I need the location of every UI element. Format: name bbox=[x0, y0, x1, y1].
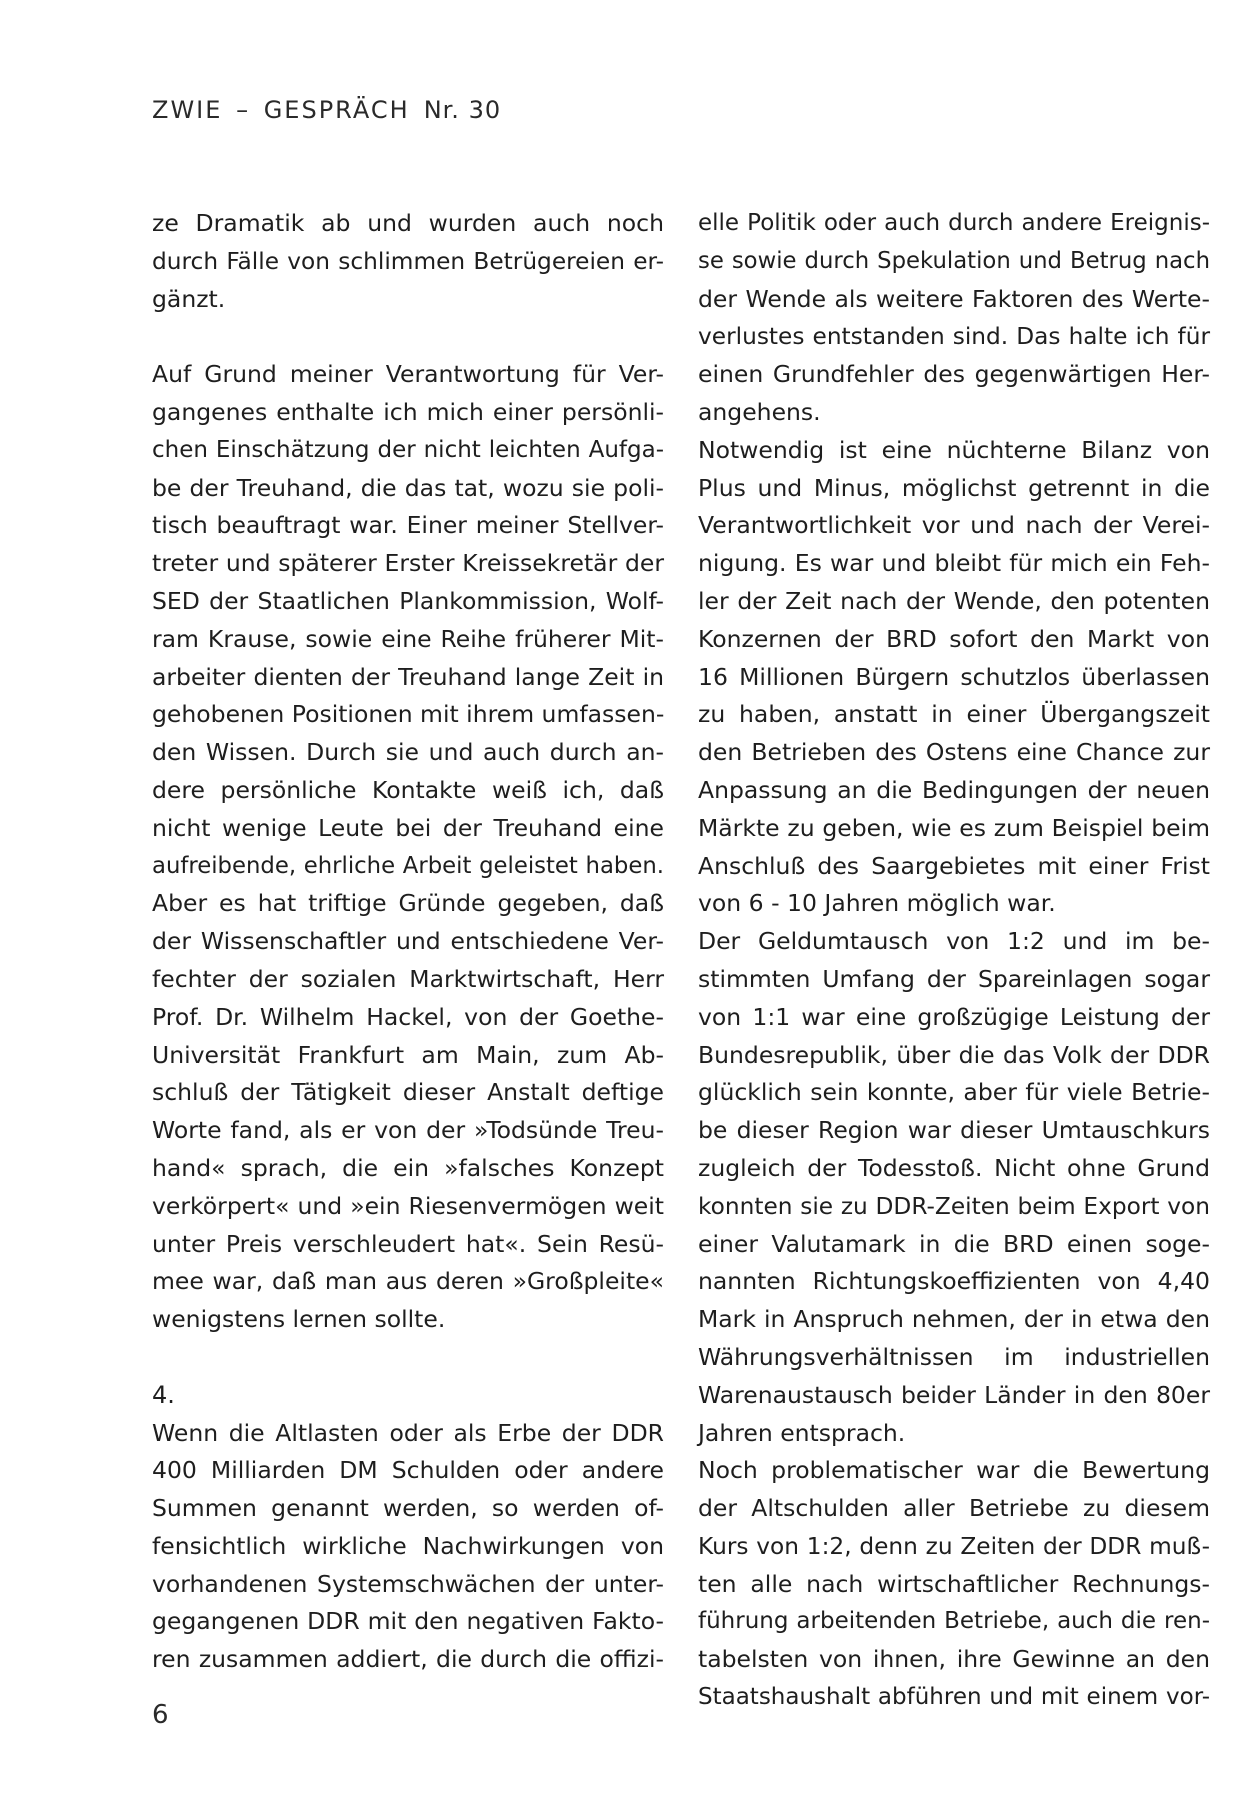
text-line: be der Treuhand, die das tat, wozu sie poli- bbox=[152, 473, 664, 502]
text-line: Summen genannt werden, so werden of- bbox=[152, 1494, 664, 1523]
text-line: Märkte zu geben, wie es zum Beispiel beim bbox=[698, 813, 1210, 842]
text-line: von 6 - 10 Jahren möglich war. bbox=[698, 889, 1056, 918]
text-line: konnten sie zu DDR-Zeiten beim Export von bbox=[698, 1192, 1210, 1220]
text-line: nicht wenige Leute bei der Treuhand eine bbox=[152, 813, 664, 842]
text-line: be dieser Region war dieser Umtauschkurs bbox=[698, 1116, 1210, 1145]
text-line: Anpassung an die Bedingungen der neuen bbox=[698, 775, 1210, 804]
text-line: der Altschulden aller Betriebe zu diesem bbox=[698, 1494, 1210, 1523]
text-line: fensichtlich wirkliche Nachwirkungen von bbox=[152, 1531, 664, 1560]
text-line: von 1:1 war eine großzügige Leistung der bbox=[698, 1002, 1210, 1031]
text-line: glücklich sein konnte, aber für viele Betrie- bbox=[698, 1078, 1210, 1107]
text-line: ze Dramatik ab und wurden auch noch bbox=[152, 209, 664, 237]
text-line: Kurs von 1:2, denn zu Zeiten der DDR muß- bbox=[698, 1532, 1210, 1560]
text-line: vorhandenen Systemschwächen der unter- bbox=[152, 1569, 664, 1598]
text-line: Aber es hat triftige Gründe gegeben, daß bbox=[152, 889, 664, 918]
text-line: tisch beauftragt war. Einer meiner Stellver- bbox=[152, 511, 664, 540]
header-separator: – bbox=[236, 96, 251, 124]
text-line: unter Preis verschleudert hat«. Sein Resü- bbox=[152, 1229, 664, 1258]
text-line: schluß der Tätigkeit dieser Anstalt deftige bbox=[152, 1078, 664, 1107]
text-line: einen Grundfehler des gegenwärtigen Her- bbox=[698, 360, 1210, 389]
text-line: tabelsten von ihnen, ihre Gewinne an den bbox=[698, 1645, 1210, 1674]
text-line: einer Valutamark in die BRD einen soge- bbox=[698, 1229, 1210, 1258]
text-line: zugleich der Todesstoß. Nicht ohne Grund bbox=[698, 1153, 1210, 1182]
paragraph-spacer bbox=[152, 318, 664, 356]
text-line: den Wissen. Durch sie und auch durch an- bbox=[152, 738, 664, 767]
paragraph-spacer bbox=[152, 1339, 664, 1377]
text-line: der Wende als weitere Faktoren des Werte- bbox=[698, 284, 1210, 313]
text-line: treter und späterer Erster Kreissekretär der bbox=[152, 549, 664, 578]
header-issue: Nr. 30 bbox=[423, 96, 502, 124]
text-line: gangenes enthalte ich mich einer persönli- bbox=[152, 397, 664, 426]
text-line: se sowie durch Spekulation und Betrug nach bbox=[698, 247, 1210, 274]
text-line: verlustes entstanden sind. Das halte ich für bbox=[698, 323, 1210, 351]
text-line: nigung. Es war und bleibt für mich ein Feh- bbox=[698, 549, 1210, 578]
text-line: Worte fand, als er von der »Todsünde Treu- bbox=[152, 1116, 664, 1145]
text-line: Bundesrepublik, über die das Volk der DDR bbox=[698, 1040, 1210, 1069]
text-line: elle Politik oder auch durch andere Ereignis- bbox=[698, 210, 1210, 236]
left-text-column bbox=[152, 205, 664, 1679]
running-header bbox=[152, 96, 501, 124]
text-line: gehobenen Positionen mit ihrem umfassen- bbox=[152, 700, 665, 729]
text-line: ram Krause, sowie eine Reihe früherer Mit- bbox=[152, 624, 664, 653]
text-line: Anschluß des Saargebietes mit einer Frist bbox=[698, 851, 1210, 880]
text-line: ren zusammen addiert, die durch die offizi- bbox=[152, 1645, 664, 1674]
text-line: Universität Frankfurt am Main, zum Ab- bbox=[152, 1040, 664, 1069]
text-line: 400 Milliarden DM Schulden oder andere bbox=[152, 1456, 664, 1485]
header-series: ZWIE bbox=[152, 96, 223, 124]
text-line: gänzt. bbox=[152, 284, 226, 313]
text-line: der Wissenschaftler und entschiedene Ver- bbox=[152, 927, 664, 956]
text-line: Plus und Minus, möglichst getrennt in die bbox=[698, 473, 1210, 502]
text-line: Prof. Dr. Wilhelm Hackel, von der Goethe- bbox=[152, 1002, 664, 1031]
text-line: aufreibende, ehrliche Arbeit geleistet haben. bbox=[152, 852, 664, 879]
text-line: dere persönliche Kontakte weiß ich, daß bbox=[152, 775, 664, 804]
text-line: verkörpert« und »ein Riesenvermögen weit bbox=[152, 1191, 664, 1220]
text-line: Währungsverhältnissen im industriellen bbox=[698, 1342, 1210, 1371]
text-line: arbeiter dienten der Treuhand lange Zeit in bbox=[152, 662, 664, 691]
text-line: chen Einschätzung der nicht leichten Aufga- bbox=[152, 436, 664, 463]
text-line: hand« sprach, die ein »falsches Konzept bbox=[152, 1153, 664, 1182]
text-line: Verantwortlichkeit vor und nach der Verei- bbox=[698, 511, 1210, 540]
text-line: Auf Grund meiner Verantwortung für Ver- bbox=[152, 360, 664, 389]
text-line: mee war, daß man aus deren »Großpleite« bbox=[152, 1267, 664, 1296]
text-line: nannten Richtungskoeffizienten von 4,40 bbox=[698, 1267, 1210, 1296]
text-line: Notwendig ist eine nüchterne Bilanz von bbox=[698, 435, 1210, 464]
text-line: Warenaustausch beider Länder in den 80er bbox=[698, 1380, 1210, 1409]
text-line: fechter der sozialen Marktwirtschaft, Herr bbox=[152, 964, 664, 993]
text-line: den Betrieben des Ostens eine Chance zur bbox=[698, 738, 1210, 767]
text-line: Der Geldumtausch von 1:2 und im be- bbox=[698, 927, 1210, 956]
text-line: Noch problematischer war die Bewertung bbox=[698, 1456, 1210, 1485]
text-line: Staatshaushalt abführen und mit einem vor- bbox=[698, 1684, 1210, 1711]
text-line: Wenn die Altlasten oder als Erbe der DDR bbox=[152, 1418, 664, 1447]
right-text-column bbox=[698, 205, 1210, 1717]
text-line: wenigstens lernen sollte. bbox=[152, 1305, 446, 1334]
text-line: führung arbeitenden Betriebe, auch die ren- bbox=[698, 1608, 1210, 1635]
text-line: stimmten Umfang der Spareinlagen sogar bbox=[698, 964, 1210, 993]
text-line: SED der Staatlichen Plankommission, Wolf- bbox=[152, 586, 664, 615]
text-line: angehens. bbox=[698, 397, 821, 426]
text-line: 16 Millionen Bürgern schutzlos überlassen bbox=[698, 662, 1210, 691]
text-line: Jahren entsprach. bbox=[698, 1418, 906, 1447]
text-line: ler der Zeit nach der Wende, den potenten bbox=[698, 586, 1210, 615]
page-number: 6 bbox=[152, 1700, 169, 1730]
text-line: Konzernen der BRD sofort den Markt von bbox=[698, 624, 1210, 653]
text-line: gegangenen DDR mit den negativen Fakto- bbox=[152, 1607, 664, 1636]
header-title: GESPRÄCH bbox=[263, 96, 410, 124]
text-line: Mark in Anspruch nehmen, der in etwa den bbox=[698, 1305, 1210, 1334]
text-line: durch Fälle von schlimmen Betrügereien er- bbox=[152, 247, 664, 275]
text-line: zu haben, anstatt in einer Übergangszeit bbox=[698, 700, 1210, 729]
text-line: ten alle nach wirtschaftlicher Rechnungs- bbox=[698, 1569, 1210, 1598]
section-number: 4. bbox=[152, 1380, 175, 1409]
